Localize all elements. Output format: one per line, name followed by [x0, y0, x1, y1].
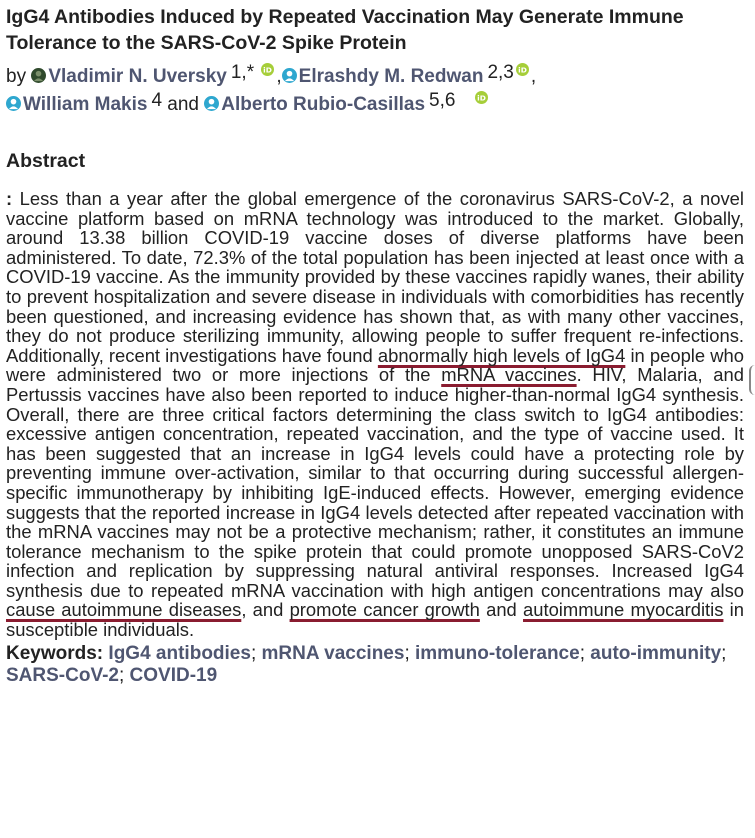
abstract-text-segment: . HIV, Malaria, and Pertussis vaccines have also been reported to induce higher-than-normal IgG4 synthesis. Overall, there are three critical factors determining the class switch to IgG4 antibodies: excessive antigen concentration, repeated vaccination, and the type of vaccine used. It has been suggested that an increase in IgG4 levels could have a protecting role by preventing immune over-activation, similar to that occurring during successful allergen-specific immunotherapy by inhibiting IgE-induced effects. However, emerging evidence suggests that the reported increase in IgG4 levels detected after repeated vaccination with the mRNA vaccines may not be a protective mechanism; rather, it constitutes an immune tolerance mechanism to the spike protein that could promote unopposed SARS-CoV2 infection and replication by suppressing natural antiviral responses. Increased IgG4 synthesis due to repeated mRNA vaccination with high antigen concentrations may also [6, 364, 744, 601]
keyword-link[interactable]: COVID-19 [129, 664, 218, 686]
abstract-text-segment: Less than a year after the global emergence of the coronavirus SARS-CoV-2, a novel vaccine platform based on mRNA technology was introduced to the market. Globally, around 13.38 billion COVID-19 vaccine doses of diverse platforms have been administered. To date, 72.3% of the total population has been injected at least once with a COVID-19 vaccine. As the immunity provided by these vaccines rapidly wanes, their ability to prevent hospitalization and severe disease in individuals with comorbidities has recently been questioned, and increasing evidence has shown that, as with many other vaccines, they do not produce sterilizing immunity, allowing people to suffer frequent re-infections. Additionally, recent investigations have found [6, 188, 744, 366]
abstract-text-segment: in people who were administered two or more injections of the [6, 344, 744, 386]
abstract-body [6, 189, 744, 640]
orcid-icon[interactable] [261, 63, 274, 76]
keyword-link[interactable]: IgG4 antibodies [108, 642, 251, 664]
article-page [6, 4, 744, 687]
abstract-text-segment: in susceptible individuals. [6, 599, 744, 641]
keyword-separator: ; [118, 664, 125, 686]
svg-text:iD: iD [518, 65, 527, 75]
keyword-link[interactable]: immuno-tolerance [415, 642, 580, 664]
and-label: and [167, 94, 199, 115]
abstract-heading: Abstract [6, 150, 86, 172]
highlight-underline: promote cancer growth [289, 599, 480, 621]
keywords-section [6, 643, 744, 687]
author-link-rubio-casillas[interactable]: Alberto Rubio-Casillas [221, 94, 426, 115]
user-icon [6, 96, 21, 111]
author-affiliation: 2,3 [487, 62, 514, 83]
highlight-underline: autoimmune myocarditis [523, 599, 724, 621]
side-tab-handle[interactable] [749, 365, 755, 395]
article-title: IgG4 Antibodies Induced by Repeated Vaccination May Generate Immune Tolerance to the SARS-CoV-2 Spike Protein [6, 6, 684, 54]
by-label: by [6, 66, 27, 87]
author-photo-icon [31, 68, 46, 83]
author-affiliation: 4 [151, 90, 163, 111]
abstract-text-segment: and [479, 599, 524, 621]
author-link-uversky[interactable]: Vladimir N. Uversky [48, 66, 227, 87]
keyword-link[interactable]: mRNA vaccines [261, 642, 405, 664]
author-byline [6, 61, 744, 117]
user-icon [282, 68, 297, 83]
orcid-icon[interactable] [516, 63, 529, 76]
orcid-icon[interactable] [475, 91, 488, 104]
highlight-underline: cause autoimmune diseases [6, 599, 242, 621]
abstract-text-segment: , and [241, 599, 290, 621]
highlight-underline: mRNA vaccines [441, 364, 577, 386]
keyword-link[interactable]: SARS-CoV-2 [6, 664, 119, 686]
author-affiliation: 5,6 [429, 90, 456, 111]
keywords-label: Keywords: [6, 642, 104, 664]
keyword-link[interactable]: auto-immunity [590, 642, 722, 664]
keyword-separator: ; [404, 642, 410, 664]
author-link-makis[interactable]: William Makis [23, 94, 148, 115]
author-separator: , [276, 66, 282, 87]
author-separator: , [530, 66, 537, 87]
keyword-separator: ; [579, 642, 585, 664]
keyword-separator: ; [721, 642, 727, 664]
author-link-redwan[interactable]: Elrashdy M. Redwan [298, 66, 484, 87]
author-affiliation: 1,* [230, 62, 255, 83]
abstract-lead: : [6, 188, 13, 209]
user-icon [204, 96, 219, 111]
highlight-underline: abnormally high levels of IgG4 [377, 344, 626, 366]
svg-text:iD: iD [476, 93, 486, 103]
keyword-separator: ; [250, 642, 257, 664]
svg-text:iD: iD [263, 65, 273, 75]
